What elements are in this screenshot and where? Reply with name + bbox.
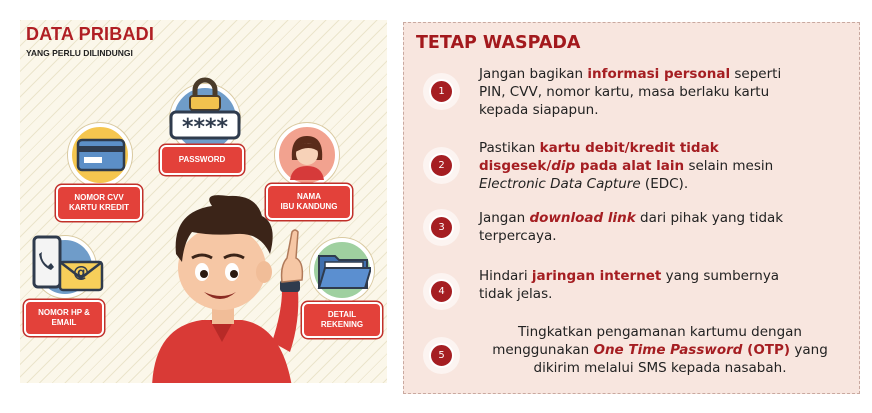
tip-highlight: (OTP) [742, 342, 791, 358]
cvv-label-line-1: NOMOR CVV [74, 193, 124, 202]
panel-title: TETAP WASPADA [416, 33, 581, 53]
phone-label-line-1: NOMOR HP & [38, 308, 90, 317]
tip-highlight: informasi personal [587, 66, 731, 82]
phone-email-label [24, 300, 104, 336]
tip-text-line [479, 65, 849, 83]
mother-label-line-1: NAMA [297, 192, 321, 201]
tip-text [479, 139, 849, 193]
folder-icon [315, 248, 371, 292]
tip-text [479, 267, 849, 303]
tip-highlight: kartu debit/kredit tidak [539, 140, 719, 156]
tip-text-run: tidak jelas. [479, 286, 553, 302]
tip-number-badge: 2 [429, 153, 454, 178]
tip-text-line [479, 175, 849, 193]
boy-character [132, 192, 312, 383]
envelope-icon [58, 258, 104, 292]
tip-text-line [479, 101, 849, 119]
cvv-label-line-2: KARTU KREDIT [69, 203, 129, 212]
tip-text-run: dari pihak yang tidak [635, 210, 784, 226]
tip-text-line [479, 209, 849, 227]
tip-text-run: PIN, CVV, nomor kartu, masa berlaku kartu [479, 84, 770, 100]
tip-text-run: Hindari [479, 268, 532, 284]
illustration-subtitle: YANG PERLU DILINDUNGI [26, 48, 133, 58]
tip-text-run: terpercaya. [479, 228, 557, 244]
tip-text [479, 65, 849, 119]
tip-highlight: disgesek/ [479, 158, 552, 174]
tip-italic-run: Electronic Data Capture [479, 176, 641, 192]
tip-text-line [479, 157, 849, 175]
pin-mask-text: **** [181, 115, 229, 140]
tip-text-run: selain mesin [684, 158, 774, 174]
account-detail-label [302, 302, 382, 338]
tip-text-line [466, 323, 854, 341]
personal-data-illustration [20, 20, 387, 383]
tip-text-run: yang sumbernya [661, 268, 780, 284]
phone-label-line-2: EMAIL [51, 318, 77, 327]
credit-card-icon [76, 138, 126, 172]
tip-text-line [479, 285, 849, 303]
tip-highlight: dip [551, 158, 576, 174]
tip-highlight: download link [529, 210, 636, 226]
tip-text-run: Tingkatkan pengamanan kartumu dengan [517, 324, 802, 340]
tip-number-badge: 1 [429, 79, 454, 104]
safety-tips-panel [403, 22, 860, 394]
illustration-title: DATA PRIBADI [26, 24, 155, 44]
tip-number-badge: 4 [429, 279, 454, 304]
tip-text-line [466, 359, 854, 377]
tip-text-line [479, 267, 849, 285]
tip-text-run: Jangan [479, 210, 530, 226]
account-label-line-2: REKENING [320, 320, 364, 329]
tip-text-run: seperti [730, 66, 782, 82]
email-at-symbol: @ [73, 262, 89, 281]
tip-text-run: yang [790, 342, 828, 358]
tip-number-badge: 5 [429, 343, 454, 368]
account-label-line-1: DETAIL [327, 310, 357, 319]
tip-number-badge: 3 [429, 215, 454, 240]
tip-highlight: One Time Password [593, 342, 743, 358]
tip-text-line [479, 139, 849, 157]
tip-text-run: kepada siapapun. [479, 102, 599, 118]
tip-text-run: menggunakan [492, 342, 594, 358]
lock-icon [163, 68, 247, 148]
password-label-line: PASSWORD [178, 155, 226, 164]
cvv-label [56, 185, 142, 221]
tip-text-run: Jangan bagikan [479, 66, 588, 82]
mother-label-line-2: IBU KANDUNG [280, 202, 338, 211]
tip-highlight: pada alat lain [575, 158, 685, 174]
password-label [160, 145, 244, 175]
woman-avatar-icon [282, 130, 332, 180]
tip-highlight: jaringan internet [531, 268, 662, 284]
tip-text-line [479, 83, 849, 101]
tip-text [479, 209, 849, 245]
tip-text-run: (EDC). [640, 176, 689, 192]
tip-text-line [466, 341, 854, 359]
tip-text-line [479, 227, 849, 245]
tip-text [466, 323, 854, 377]
tip-text-run: dikirim melalui SMS kepada nasabah. [533, 360, 787, 376]
tip-text-run: Pastikan [479, 140, 540, 156]
